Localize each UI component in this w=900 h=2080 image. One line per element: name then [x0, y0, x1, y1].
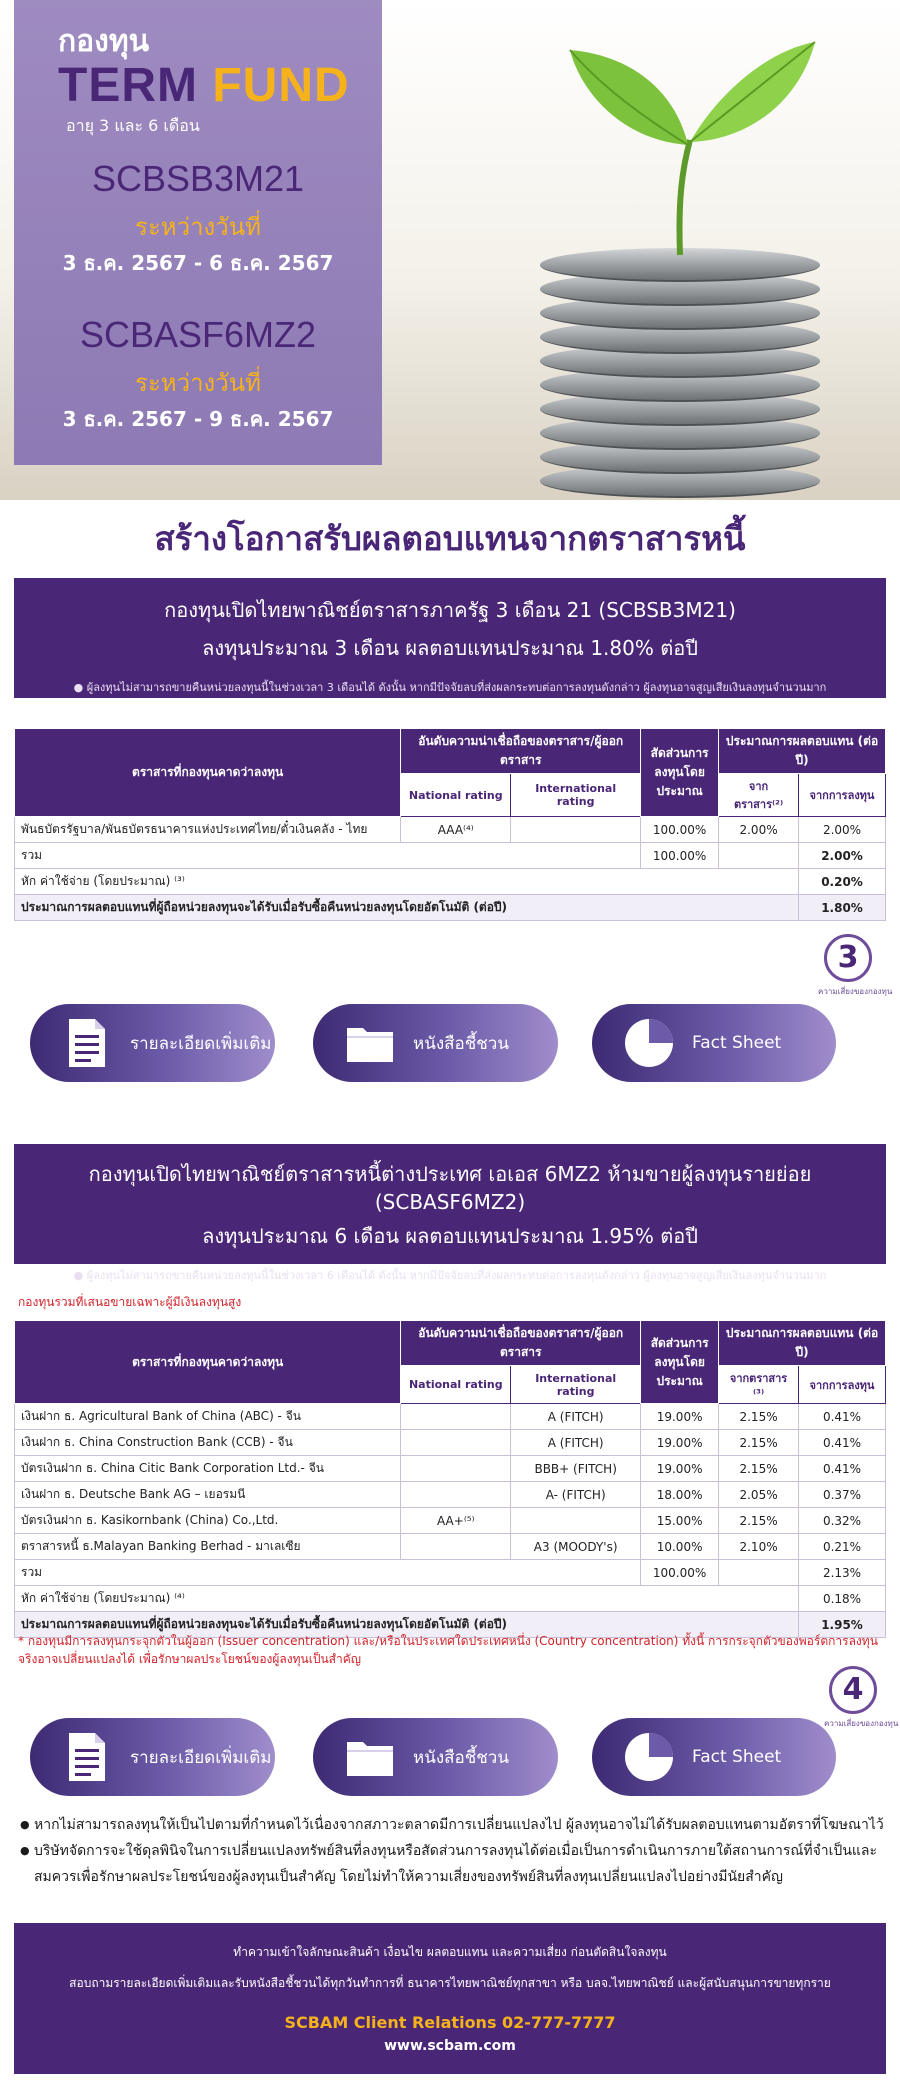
col-international: International rating: [511, 774, 641, 817]
cell-national: AAA⁽⁴⁾: [401, 817, 511, 843]
cell-ret-instrument: 2.05%: [719, 1482, 799, 1508]
col-national: National rating: [401, 1366, 511, 1404]
cell-international: A3 (MOODY's): [511, 1534, 641, 1560]
col-international: International rating: [511, 1366, 641, 1404]
cell-national: AA+⁽⁵⁾: [401, 1508, 511, 1534]
details-label: รายละเอียดเพิ่มเติม: [130, 1033, 272, 1054]
cell-name: เงินฝาก ธ. China Construction Bank (CCB) - จีน: [15, 1430, 401, 1456]
pie-chart-icon: [622, 1016, 676, 1070]
cell-ret-invest: 0.32%: [799, 1508, 886, 1534]
prospectus-label: หนังสือชี้ชวน: [413, 1033, 509, 1054]
cell-ret-instrument: 2.00%: [719, 817, 799, 843]
cell-ret-instrument: 2.10%: [719, 1534, 799, 1560]
risk-level-badge: 3: [824, 934, 872, 982]
table-row: [15, 1534, 886, 1560]
col-national: National rating: [401, 774, 511, 817]
folder-icon: [343, 1730, 397, 1784]
cell-international: BBB+ (FITCH): [511, 1456, 641, 1482]
cell-name: บัตรเงินฝาก ธ. Kasikornbank (China) Co.,Ltd.: [15, 1508, 401, 1534]
fund2-between: ระหว่างวันที่: [135, 369, 261, 397]
fund2-info-box: [14, 1144, 886, 1282]
col-instrument: ตราสารที่กองทุนคาดว่าลงทุน: [15, 1321, 401, 1404]
cell-weight: 19.00%: [641, 1430, 719, 1456]
hero-fund: FUND: [212, 59, 350, 112]
cell-weight: 18.00%: [641, 1482, 719, 1508]
fund2-title: กองทุนเปิดไทยพาณิชย์ตราสารหนี้ต่างประเทศ เอเอส 6MZ2 ห้ามขายผู้ลงทุนรายย่อย (SCBASF6MZ2): [88, 1162, 812, 1214]
fund2-portfolio-table: [14, 1320, 886, 1638]
table-row: [15, 1482, 886, 1508]
document-icon: [60, 1730, 114, 1784]
hero-term: TERM: [58, 59, 198, 112]
net-label: ประมาณการผลตอบแทนที่ผู้ถือหน่วยลงทุนจะได้รับเมื่อรับซื้อคืนหน่วยลงทุนโดยอัตโนมัติ (ต่อปี): [15, 895, 799, 921]
cell-ret-invest: 0.41%: [799, 1404, 886, 1430]
footer-warning: ทำความเข้าใจลักษณะสินค้า เงื่อนไข ผลตอบแทน และความเสี่ยง ก่อนตัดสินใจลงทุน: [233, 1945, 667, 1959]
cell-national: [401, 1456, 511, 1482]
disclaimer-item: ● บริษัทจัดการจะใช้ดุลพินิจในการเปลี่ยนแปลงทรัพย์สินที่ลงทุนหรือสัดส่วนการลงทุนได้ต่อเมื่อเป็นการดำเนินการภายใต้สถานการณ์ที่จำเป็นและสมควรเพื่อรักษาผลประโยชน์ของผู้ลงทุนเป็นสำคัญ โดยไม่ทำให้ความเสี่ยงของทรัพย์สินที่ลงทุนเปลี่ยนแปลงไปอย่างมีนัยสำคัญ: [20, 1838, 890, 1890]
fund1-portfolio-table: [14, 728, 886, 921]
col-weight: สัดส่วนการลงทุนโดยประมาณ: [641, 1321, 719, 1404]
col-rating: อันดับความน่าเชื่อถือของตราสาร/ผู้ออกตราสาร: [401, 729, 641, 774]
table-row-total: [15, 1560, 886, 1586]
folder-icon: [343, 1016, 397, 1070]
cell-national: [401, 1534, 511, 1560]
fund2-code: SCBASF6MZ2: [79, 314, 317, 355]
factsheet-label: Fact Sheet: [692, 1747, 782, 1767]
cell-ret-invest: 0.21%: [799, 1534, 886, 1560]
cell-ret-instrument: 2.15%: [719, 1508, 799, 1534]
prospectus-label: หนังสือชี้ชวน: [413, 1747, 509, 1768]
hero-banner: [0, 0, 900, 500]
prospectus-button[interactable]: [313, 1004, 558, 1082]
cell-ret-instrument: 2.15%: [719, 1404, 799, 1430]
footer-contact-info: สอบถามรายละเอียดเพิ่มเติมและรับหนังสือชี้ชวนได้ทุกวันทำการที่ ธนาคารไทยพาณิชย์ทุกสาขา หรือ บลจ.ไทยพาณิชย์ และผู้สนับสนุนการขายทุกราย: [69, 1976, 831, 1990]
hero-small-title: กองทุน: [58, 24, 150, 59]
table-row-net: [15, 895, 886, 921]
cell-name: ตราสารหนี้ ธ.Malayan Banking Berhad - มาเลเซีย: [15, 1534, 401, 1560]
footer-website-link[interactable]: www.scbam.com: [384, 2038, 516, 2054]
risk-level-label: ความเสี่ยงของกองทุน: [818, 987, 893, 996]
page-headline: สร้างโอกาสรับผลตอบแทนจากตราสารหนี้: [154, 519, 746, 558]
footer-phone[interactable]: SCBAM Client Relations 02-777-7777: [284, 2013, 616, 2032]
fund1-info-box: [14, 578, 886, 698]
table-row-total: [15, 843, 886, 869]
cell-weight: 19.00%: [641, 1456, 719, 1482]
cell-national: [401, 1404, 511, 1430]
table-row: [15, 817, 886, 843]
cell-ret-invest: 0.37%: [799, 1482, 886, 1508]
total-return: 2.13%: [799, 1560, 886, 1586]
cell-name: เงินฝาก ธ. Agricultural Bank of China (ABC) - จีน: [15, 1404, 401, 1430]
details-button[interactable]: [30, 1004, 275, 1082]
fee-label: หัก ค่าใช้จ่าย (โดยประมาณ) ⁽⁴⁾: [15, 1586, 799, 1612]
table-row: [15, 1404, 886, 1430]
fee-value: 0.20%: [799, 869, 886, 895]
cell-ret-invest: 0.41%: [799, 1430, 886, 1456]
prospectus-button[interactable]: [313, 1718, 558, 1796]
fund1-dates: 3 ธ.ค. 2567 - 6 ธ.ค. 2567: [62, 251, 334, 275]
fund2-risk-note: ● ผู้ลงทุนไม่สามารถขายคืนหน่วยลงทุนนี้ในช่วงเวลา 6 เดือนได้ ดังนั้น หากมีปัจจัยลบที่ส่งผลกระทบต่อการลงทุนดังกล่าว ผู้ลงทุนอาจสูญเสียเงินลงทุนจำนวนมาก: [73, 1269, 827, 1282]
fund1-code: SCBSB3M21: [91, 158, 305, 199]
total-label: รวม: [15, 1560, 641, 1586]
net-value: 1.95%: [799, 1612, 886, 1638]
cell-name: บัตรเงินฝาก ธ. China Citic Bank Corporation Ltd.- จีน: [15, 1456, 401, 1482]
factsheet-button[interactable]: [592, 1004, 836, 1082]
col-instrument: ตราสารที่กองทุนคาดว่าลงทุน: [15, 729, 401, 817]
cell-national: [401, 1482, 511, 1508]
cell-ret-invest: 2.00%: [799, 817, 886, 843]
concentration-note: * กองทุนมีการลงทุนกระจุกตัวในผู้ออก (Issuer concentration) และ/หรือในประเทศใดประเทศหนึ่ง (Country concentration) ทั้งนี้ การกระจุกตัวของพอร์ตการลงทุนจริงอาจเปลี่ยนแปลงได้ เพื่อรักษาผลประโยชน์ของผู้ลงทุนเป็นสำคัญ: [18, 1634, 878, 1666]
cell-international: [511, 1508, 641, 1534]
disclaimer-bullets: [20, 1812, 890, 1890]
fund2-summary: ลงทุนประมาณ 6 เดือน ผลตอบแทนประมาณ 1.95% ต่อปี: [202, 1224, 698, 1248]
fund2-dates: 3 ธ.ค. 2567 - 9 ธ.ค. 2567: [62, 407, 334, 431]
factsheet-button[interactable]: [592, 1718, 836, 1796]
fund1-title: กองทุนเปิดไทยพาณิชย์ตราสารภาครัฐ 3 เดือน 21 (SCBSB3M21): [164, 598, 736, 622]
total-weight: 100.00%: [641, 1560, 719, 1586]
cell-name: เงินฝาก ธ. Deutsche Bank AG – เยอรมนี: [15, 1482, 401, 1508]
cell-weight: 15.00%: [641, 1508, 719, 1534]
col-weight: สัดส่วนการลงทุนโดยประมาณ: [641, 729, 719, 817]
cell-weight: 19.00%: [641, 1404, 719, 1430]
factsheet-label: Fact Sheet: [692, 1033, 782, 1053]
table-row-fee: [15, 869, 886, 895]
hero-term-fund: [58, 58, 350, 113]
col-from-investment: จากการลงทุน: [799, 1366, 886, 1404]
fee-value: 0.18%: [799, 1586, 886, 1612]
cell-national: [401, 1430, 511, 1456]
total-return: 2.00%: [799, 843, 886, 869]
fee-label: หัก ค่าใช้จ่าย (โดยประมาณ) ⁽³⁾: [15, 869, 799, 895]
net-value: 1.80%: [799, 895, 886, 921]
col-from-instrument: จากตราสาร ⁽³⁾: [719, 1366, 799, 1404]
table-row: [15, 1430, 886, 1456]
hnw-note: กองทุนรวมที่เสนอขายเฉพาะผู้มีเงินลงทุนสูง: [18, 1295, 242, 1309]
fund1-between: ระหว่างวันที่: [135, 213, 261, 241]
col-return: ประมาณการผลตอบแทน (ต่อปี): [719, 1321, 886, 1366]
cell-ret-instrument: 2.15%: [719, 1456, 799, 1482]
hero-age: อายุ 3 และ 6 เดือน: [66, 116, 200, 135]
disclaimer-item: ● หากไม่สามารถลงทุนให้เป็นไปตามที่กำหนดไว้เนื่องจากสภาวะตลาดมีการเปลี่ยนแปลงไป ผู้ลงทุนอาจไม่ได้รับผลตอบแทนตามอัตราที่โฆษณาไว้: [20, 1812, 890, 1838]
total-weight: 100.00%: [641, 843, 719, 869]
hero-panel: [14, 0, 382, 465]
fund1-risk-note: ● ผู้ลงทุนไม่สามารถขายคืนหน่วยลงทุนนี้ในช่วงเวลา 3 เดือนได้ ดังนั้น หากมีปัจจัยลบที่ส่งผลกระทบต่อการลงทุนดังกล่าว ผู้ลงทุนอาจสูญเสียเงินลงทุนจำนวนมาก: [73, 681, 827, 694]
col-from-investment: จากการลงทุน: [799, 774, 886, 817]
cell-ret-invest: 0.41%: [799, 1456, 886, 1482]
table-row: [15, 1508, 886, 1534]
col-return: ประมาณการผลตอบแทน (ต่อปี): [719, 729, 886, 774]
details-button[interactable]: [30, 1718, 275, 1796]
details-label: รายละเอียดเพิ่มเติม: [130, 1747, 272, 1768]
risk-level-label: ความเสี่ยงของกองทุน: [824, 1719, 899, 1728]
cell-ret-instrument: 2.15%: [719, 1430, 799, 1456]
table-row-fee: [15, 1586, 886, 1612]
net-label: ประมาณการผลตอบแทนที่ผู้ถือหน่วยลงทุนจะได้รับเมื่อรับซื้อคืนหน่วยลงทุนโดยอัตโนมัติ (ต่อปี): [15, 1612, 799, 1638]
fund1-summary: ลงทุนประมาณ 3 เดือน ผลตอบแทนประมาณ 1.80% ต่อปี: [202, 636, 698, 660]
cell-name: พันธบัตรรัฐบาล/พันธบัตรธนาคารแห่งประเทศไทย/ตั๋วเงินคลัง - ไทย: [15, 817, 401, 843]
cell-international: [511, 817, 641, 843]
pie-chart-icon: [622, 1730, 676, 1784]
cell-international: A- (FITCH): [511, 1482, 641, 1508]
footer: [14, 1923, 886, 2074]
cell-weight: 10.00%: [641, 1534, 719, 1560]
risk-level-badge: 4: [829, 1666, 877, 1714]
col-from-instrument: จากตราสาร⁽²⁾: [719, 774, 799, 817]
cell-weight: 100.00%: [641, 817, 719, 843]
table-row: [15, 1456, 886, 1482]
col-rating: อันดับความน่าเชื่อถือของตราสาร/ผู้ออกตราสาร: [401, 1321, 641, 1366]
cell-international: A (FITCH): [511, 1404, 641, 1430]
sprout-image: [560, 30, 820, 260]
document-icon: [60, 1016, 114, 1070]
cell-international: A (FITCH): [511, 1430, 641, 1456]
total-label: รวม: [15, 843, 641, 869]
